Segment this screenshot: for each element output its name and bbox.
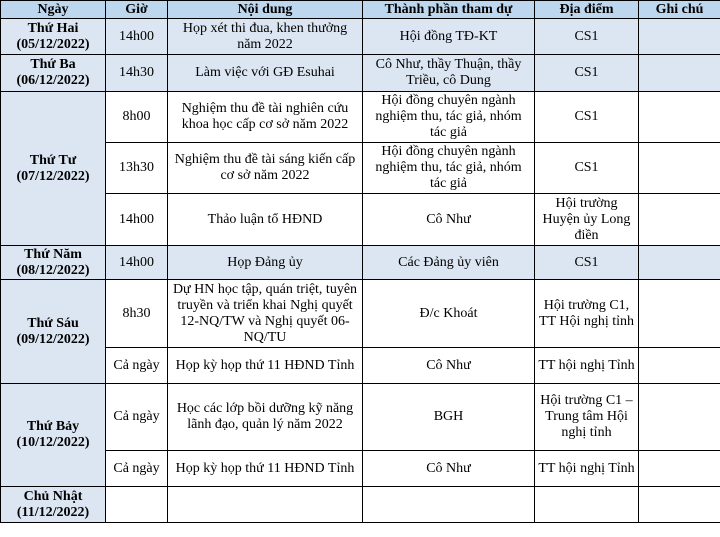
day-cell <box>1 384 106 487</box>
location-cell: CS1 <box>535 246 639 280</box>
header-location: Địa điểm <box>535 1 639 19</box>
time-cell: 14h00 <box>106 246 168 280</box>
content-cell: Họp xét thi đua, khen thưởng năm 2022 <box>168 19 363 55</box>
note-cell <box>639 280 720 348</box>
content-cell: Nghiệm thu đề tài sáng kiến cấp cơ sở năm 2022 <box>168 143 363 194</box>
table-row <box>1 280 720 348</box>
note-cell <box>639 384 720 451</box>
header-content: Nội dung <box>168 1 363 19</box>
content-cell: Họp Đảng ủy <box>168 246 363 280</box>
header-participants: Thành phần tham dự <box>363 1 535 19</box>
day-date: (05/12/2022) <box>16 36 90 52</box>
header-row <box>1 1 720 19</box>
participants-cell <box>363 487 535 523</box>
header-note: Ghi chú <box>639 1 720 19</box>
time-cell: Cả ngày <box>106 348 168 384</box>
content-cell: Họp kỳ họp thứ 11 HĐND Tỉnh <box>168 348 363 384</box>
table-row <box>1 246 720 280</box>
day-cell <box>1 246 106 280</box>
participants-cell: Cô Như <box>363 451 535 487</box>
day-date: (06/12/2022) <box>16 73 90 88</box>
day-name: Thứ Tư <box>29 152 77 168</box>
day-name: Thứ Hai <box>27 20 79 36</box>
content-cell: Học các lớp bồi dưỡng kỹ năng lãnh đạo, quản lý năm 2022 <box>168 384 363 451</box>
location-cell: CS1 <box>535 143 639 194</box>
day-name: Chủ Nhật <box>23 488 83 504</box>
note-cell <box>639 246 720 280</box>
table-row <box>1 384 720 451</box>
day-cell <box>1 487 106 523</box>
time-cell: 13h30 <box>106 143 168 194</box>
participants-cell: Hội đồng chuyên ngành nghiệm thu, tác giả, nhóm tác giả <box>363 143 535 194</box>
note-cell <box>639 143 720 194</box>
location-cell: TT hội nghị Tỉnh <box>535 451 639 487</box>
table-row <box>1 92 720 143</box>
time-cell: 8h30 <box>106 280 168 348</box>
table-row <box>1 451 720 487</box>
day-name: Thứ Sáu <box>27 315 79 331</box>
day-cell <box>1 280 106 384</box>
time-cell: Cả ngày <box>106 384 168 451</box>
time-cell: 8h00 <box>106 92 168 143</box>
location-cell: Hội trường C1 – Trung tâm Hội nghị tỉnh <box>535 384 639 451</box>
participants-cell: Đ/c Khoát <box>363 280 535 348</box>
note-cell <box>639 451 720 487</box>
day-cell <box>1 92 106 246</box>
day-cell <box>1 19 106 55</box>
day-date: (08/12/2022) <box>16 262 90 278</box>
content-cell: Dự HN học tập, quán triệt, tuyên truyền và triển khai Nghị quyết 12-NQ/TW và Nghị quyết 06-NQ/TU <box>168 280 363 348</box>
participants-cell: Cô Như, thầy Thuận, thầy Triều, cô Dung <box>363 55 535 92</box>
table-row <box>1 143 720 194</box>
table-row <box>1 348 720 384</box>
note-cell <box>639 92 720 143</box>
time-cell: Cả ngày <box>106 451 168 487</box>
content-cell: Họp kỳ họp thứ 11 HĐND Tỉnh <box>168 451 363 487</box>
content-cell: Nghiệm thu đề tài nghiên cứu khoa học cấp cơ sở năm 2022 <box>168 92 363 143</box>
time-cell: 14h00 <box>106 19 168 55</box>
day-date: (10/12/2022) <box>16 435 90 450</box>
table-row <box>1 487 720 523</box>
location-cell: CS1 <box>535 19 639 55</box>
note-cell <box>639 55 720 92</box>
content-cell <box>168 487 363 523</box>
day-name: Thứ Ba <box>30 57 76 72</box>
time-cell <box>106 487 168 523</box>
note-cell <box>639 19 720 55</box>
header-day: Ngày <box>1 1 106 19</box>
location-cell: CS1 <box>535 92 639 143</box>
time-cell: 14h00 <box>106 194 168 246</box>
day-date: (11/12/2022) <box>16 504 90 520</box>
location-cell <box>535 487 639 523</box>
participants-cell: Các Đảng ủy viên <box>363 246 535 280</box>
day-cell <box>1 55 106 92</box>
participants-cell: Cô Như <box>363 194 535 246</box>
table-row <box>1 19 720 55</box>
location-cell: Hội trường C1, TT Hội nghị tỉnh <box>535 280 639 348</box>
time-cell: 14h30 <box>106 55 168 92</box>
content-cell: Làm việc với GĐ Esuhai <box>168 55 363 92</box>
day-name: Thứ Năm <box>24 246 82 262</box>
location-cell: CS1 <box>535 55 639 92</box>
header-time: Giờ <box>106 1 168 19</box>
location-cell: Hội trường Huyện ủy Long điền <box>535 194 639 246</box>
day-name: Thứ Bảy <box>26 419 80 434</box>
participants-cell: Cô Như <box>363 348 535 384</box>
table-row <box>1 194 720 246</box>
day-date: (09/12/2022) <box>16 331 90 347</box>
note-cell <box>639 348 720 384</box>
note-cell <box>639 487 720 523</box>
participants-cell: Hội đồng chuyên ngành nghiệm thu, tác giả, nhóm tác giả <box>363 92 535 143</box>
note-cell <box>639 194 720 246</box>
participants-cell: BGH <box>363 384 535 451</box>
day-date: (07/12/2022) <box>16 168 90 184</box>
location-cell: TT hội nghị Tỉnh <box>535 348 639 384</box>
table-row <box>1 55 720 92</box>
content-cell: Thảo luận tổ HĐND <box>168 194 363 246</box>
participants-cell: Hội đồng TĐ-KT <box>363 19 535 55</box>
